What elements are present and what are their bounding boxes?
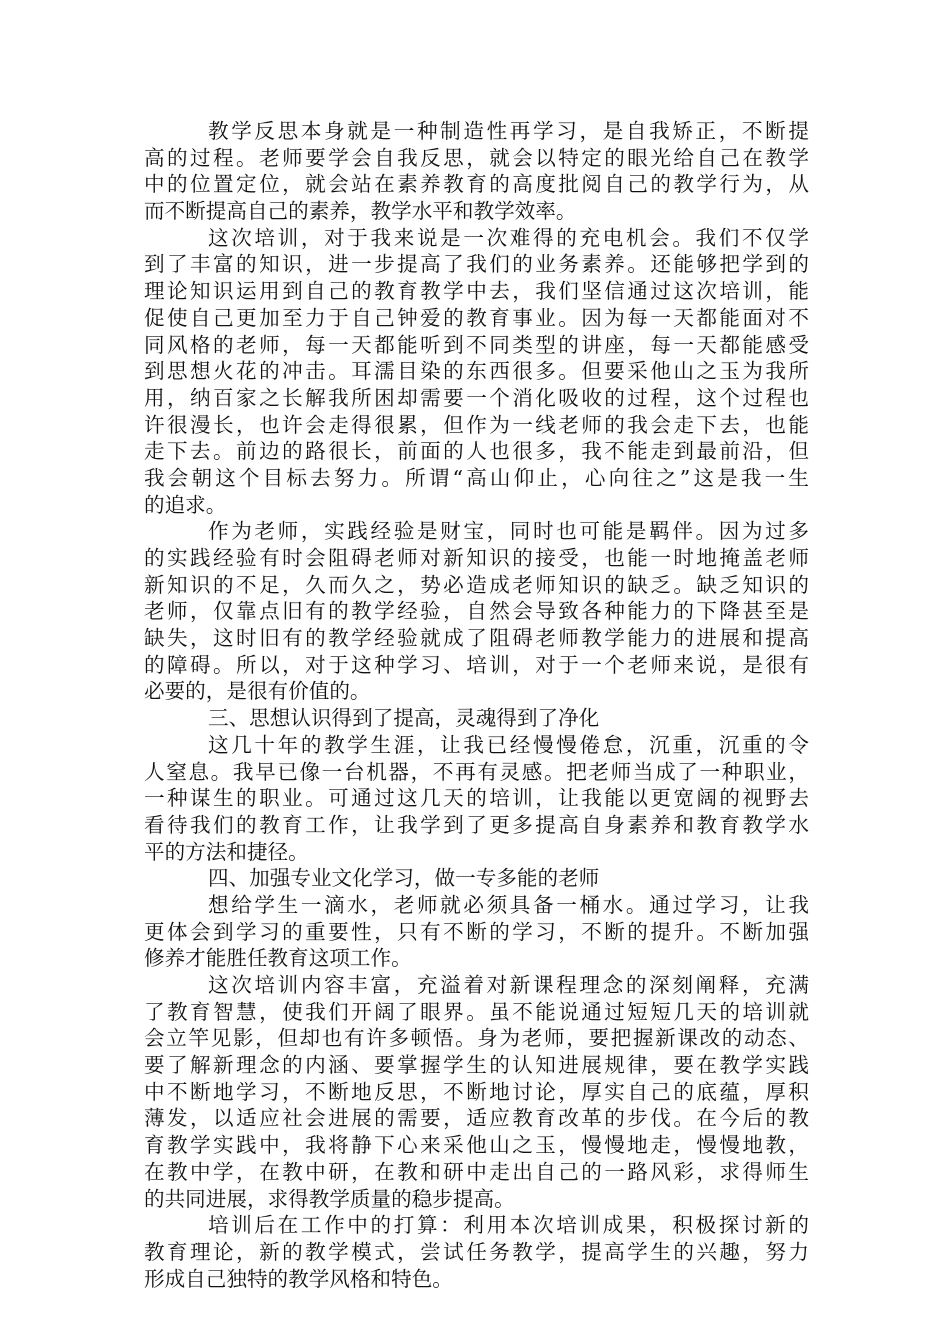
text-line: 理论知识运用到自己的教育教学中去，我们坚信通过这次培训，能 bbox=[144, 279, 809, 304]
text-line: 的追求。 bbox=[144, 492, 227, 517]
text-line: 薄发，以适应社会进展的需要，适应教育改革的步伐。在今后的教 bbox=[144, 1106, 809, 1131]
text-line: 高的过程。老师要学会自我反思，就会以特定的眼光给自己在教学 bbox=[144, 145, 809, 170]
document-page bbox=[144, 118, 809, 1292]
text-line: 育教学实践中，我将静下心来采他山之玉，慢慢地走，慢慢地教， bbox=[144, 1133, 809, 1158]
text-line: 中的位置定位，就会站在素养教育的高度批阅自己的教学行为，从 bbox=[144, 172, 809, 197]
text-line: 的共同进展，求得教学质量的稳步提高。 bbox=[144, 1186, 515, 1211]
text-line: 培训后在工作中的打算：利用本次培训成果，积极探讨新的 bbox=[208, 1213, 809, 1238]
text-line: 更体会到学习的重要性，只有不断的学习，不断的提升。不断加强 bbox=[144, 919, 809, 944]
text-line: 而不断提高自己的素养，教学水平和教学效率。 bbox=[144, 199, 577, 224]
text-line: 看待我们的教育工作，让我学到了更多提高自身素养和教育教学水 bbox=[144, 812, 809, 837]
text-line: 形成自己独特的教学风格和特色。 bbox=[144, 1266, 453, 1291]
text-line: 了教育智慧，使我们开阔了眼界。虽不能说通过短短几天的培训就 bbox=[144, 999, 809, 1024]
text-line: 一种谋生的职业。可通过这几天的培训，让我能以更宽阔的视野去 bbox=[144, 786, 809, 811]
text-line: 想给学生一滴水，老师就必须具备一桶水。通过学习，让我 bbox=[208, 892, 809, 917]
text-line: 许很漫长，也许会走得很累，但作为一线老师的我会走下去，也能 bbox=[144, 412, 809, 437]
text-line: 人窒息。我早已像一台机器，不再有灵感。把老师当成了一种职业， bbox=[144, 759, 809, 784]
text-line: 在教中学，在教中研，在教和研中走出自己的一路风彩，求得师生 bbox=[144, 1159, 809, 1184]
section-heading: 四、加强专业文化学习，做一专多能的老师 bbox=[208, 866, 600, 891]
text-line: 到了丰富的知识，进一步提高了我们的业务素养。还能够把学到的 bbox=[144, 252, 809, 277]
text-line: 的障碍。所以，对于这种学习、培训，对于一个老师来说，是很有 bbox=[144, 652, 809, 677]
text-line: 同风格的老师，每一天都能听到不同类型的讲座，每一天都能感受 bbox=[144, 332, 809, 357]
text-line: 促使自己更加至力于自己钟爱的教育事业。因为每一天都能面对不 bbox=[144, 305, 809, 330]
text-line: 必要的，是很有价值的。 bbox=[144, 679, 371, 704]
text-line: 教育理论，新的教学模式，尝试任务教学，提高学生的兴趣，努力 bbox=[144, 1239, 809, 1264]
text-line: 要了解新理念的内涵、要掌握学生的认知进展规律，要在教学实践 bbox=[144, 1053, 809, 1078]
text-line: 用，纳百家之长解我所困却需要一个消化吸收的过程，这个过程也 bbox=[144, 385, 809, 410]
text-line: 这几十年的教学生涯，让我已经慢慢倦怠，沉重，沉重的令 bbox=[208, 732, 809, 757]
text-line: 老师，仅靠点旧有的教学经验，自然会导致各种能力的下降甚至是 bbox=[144, 599, 809, 624]
text-line: 这次培训，对于我来说是一次难得的充电机会。我们不仅学 bbox=[208, 225, 809, 250]
text-line: 修养才能胜任教育这项工作。 bbox=[144, 946, 412, 971]
text-line: 教学反思本身就是一种制造性再学习，是自我矫正，不断提 bbox=[208, 119, 809, 143]
text-line: 这次培训内容丰富，充溢着对新课程理念的深刻阐释，充满 bbox=[208, 973, 809, 997]
text-line: 会立竿见影，但却也有许多顿悟。身为老师，要把握新课改的动态、 bbox=[144, 1026, 809, 1051]
text-line: 的实践经验有时会阻碍老师对新知识的接受，也能一时地掩盖老师 bbox=[144, 546, 809, 570]
text-line: 中不断地学习，不断地反思，不断地讨论，厚实自己的底蕴，厚积 bbox=[144, 1079, 809, 1104]
text-line: 我会朝这个目标去努力。所谓“高山仰止，心向往之”这是我一生 bbox=[144, 465, 809, 490]
text-line: 到思想火花的冲击。耳濡目染的东西很多。但要采他山之玉为我所 bbox=[144, 359, 809, 384]
text-line: 平的方法和捷径。 bbox=[144, 839, 309, 864]
section-heading: 三、思想认识得到了提高，灵魂得到了净化 bbox=[208, 706, 600, 731]
text-line: 走下去。前边的路很长，前面的人也很多，我不能走到最前沿，但 bbox=[144, 439, 809, 464]
text-line: 缺失，这时旧有的教学经验就成了阻碍老师教学能力的进展和提高 bbox=[144, 626, 809, 651]
text-line: 新知识的不足，久而久之，势必造成老师知识的缺乏。缺乏知识的 bbox=[144, 572, 809, 597]
text-line: 作为老师，实践经验是财宝，同时也可能是羁伴。因为过多 bbox=[208, 519, 809, 544]
